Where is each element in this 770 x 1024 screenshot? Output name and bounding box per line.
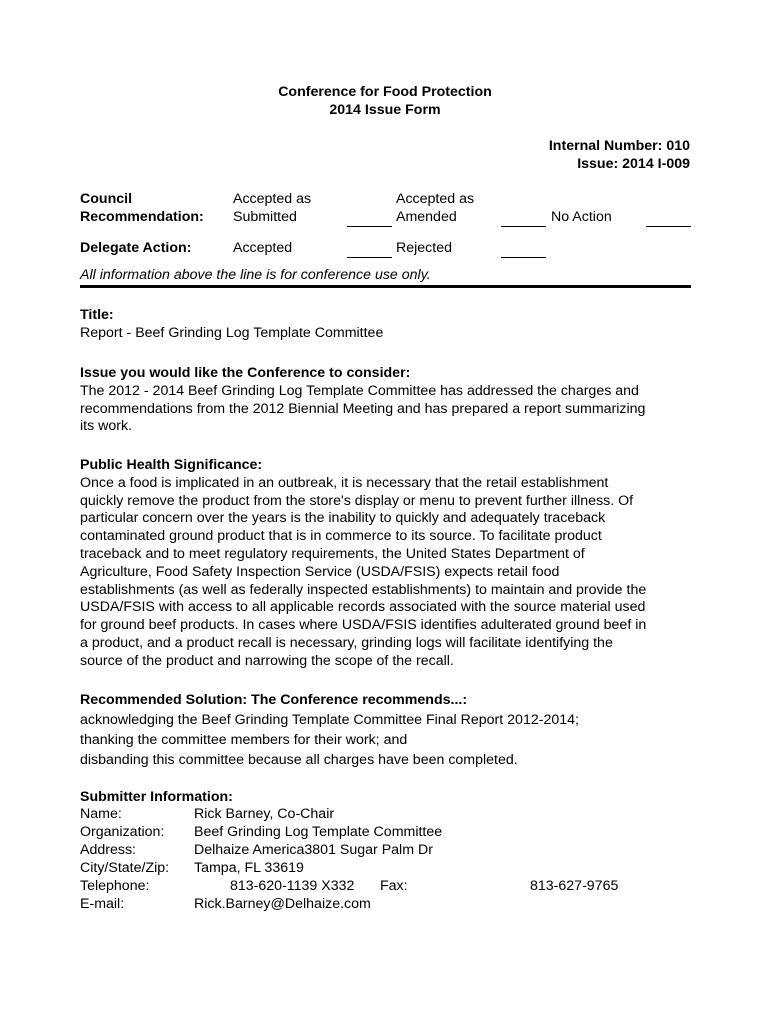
section-divider (80, 285, 691, 288)
issue-number: Issue: 2014 I-009 (577, 156, 690, 172)
public-health-line: contaminated ground product that is in commerce to its source. To facilitate product (80, 528, 602, 545)
council-option-accepted-amended-line1: Accepted as (396, 191, 475, 207)
title-section (80, 307, 700, 343)
council-amended-blank[interactable] (501, 226, 546, 227)
solution-line: acknowledging the Beef Grinding Template Committee Final Report 2012-2014; (80, 712, 579, 728)
public-health-line: for ground beef products. In cases where USDA/FSIS identifies adulterated ground beef in (80, 617, 647, 634)
submitter-fax: 813-627-9765 (530, 878, 619, 894)
public-health-line: particular concern over the years is the inability to quickly and adequately traceback (80, 510, 606, 527)
council-option-no-action: No Action (551, 209, 612, 225)
public-health-line: Once a food is implicated in an outbreak, it is necessary that the retail establishment (80, 474, 609, 491)
form-org-title: Conference for Food Protection (278, 84, 492, 100)
internal-number: Internal Number: 010 (548, 138, 690, 154)
delegate-label: Delegate Action: (80, 240, 192, 256)
submitter-phone: 813-620-1139 X332 (230, 878, 355, 894)
council-label-line2: Recommendation: (80, 209, 204, 225)
council-option-accepted-submitted-line1: Accepted as (233, 191, 312, 207)
submitter-address: Delhaize America3801 Sugar Palm Dr (194, 842, 433, 858)
council-submitted-blank[interactable] (347, 226, 392, 227)
conference-use-notice: All information above the line is for conference use only. (80, 267, 431, 283)
issue-line: recommendations from the 2012 Biennial Meeting and has prepared a report summarizing (80, 400, 646, 417)
public-health-line: USDA/FSIS with access to all applicable records associated with the source material used (80, 599, 646, 616)
submitter-org-label: Organization: (80, 824, 165, 840)
public-health-heading: Public Health Significance: (80, 457, 263, 473)
title-text: Report - Beef Grinding Log Template Committee (80, 324, 384, 341)
submitter-email[interactable]: Rick.Barney@Delhaize.com (194, 896, 371, 912)
public-health-line: establishments (as well as federally inspected establishments) to maintain and provide the (80, 581, 647, 598)
delegate-option-rejected: Rejected (396, 240, 452, 256)
public-health-line: Agriculture, Food Safety Inspection Service (USDA/FSIS) expects retail food (80, 563, 560, 580)
issue-line: The 2012 - 2014 Beef Grinding Log Template Committee has addressed the charges and (80, 382, 639, 399)
council-option-accepted-amended-line2: Amended (396, 209, 457, 225)
delegate-accepted-blank[interactable] (347, 257, 392, 258)
issue-line: its work. (80, 418, 133, 435)
submitter-phone-label: Telephone: (80, 878, 150, 894)
public-health-line: quickly remove the product from the store's display or menu to prevent further illness. Of (80, 492, 634, 509)
delegate-option-accepted: Accepted (233, 240, 293, 256)
council-option-accepted-submitted-line2: Submitted (233, 209, 297, 225)
delegate-rejected-blank[interactable] (501, 257, 546, 258)
public-health-line: a product, and a product recall is necessary, grinding logs will facilitate identifying the (80, 634, 613, 651)
submitter-heading: Submitter Information: (80, 789, 233, 805)
submitter-address-label: Address: (80, 842, 136, 858)
public-health-line: traceback and to meet regulatory requirements, the United States Department of (80, 545, 585, 562)
submitter-name-label: Name: (80, 806, 122, 822)
submitter-city: Tampa, FL 33619 (194, 860, 304, 876)
submitter-email-label: E-mail: (80, 896, 125, 912)
submitter-fax-label: Fax: (380, 878, 408, 894)
title-heading: Title: (80, 307, 114, 323)
issue-section (80, 365, 700, 436)
solution-heading: Recommended Solution: The Conference recommends...: (80, 692, 468, 708)
council-label-line1: Council (80, 191, 133, 207)
submitter-org: Beef Grinding Log Template Committee (194, 824, 443, 840)
submitter-name: Rick Barney, Co-Chair (194, 806, 335, 822)
form-subtitle: 2014 Issue Form (329, 102, 441, 118)
council-no-action-blank[interactable] (646, 226, 691, 227)
public-health-section (80, 457, 700, 671)
submitter-city-label: City/State/Zip: (80, 860, 170, 876)
solution-line: disbanding this committee because all charges have been completed. (80, 752, 518, 768)
solution-line: thanking the committee members for their work; and (80, 732, 408, 748)
issue-heading: Issue you would like the Conference to consider: (80, 365, 411, 381)
public-health-line: source of the product and narrowing the scope of the recall. (80, 652, 454, 669)
